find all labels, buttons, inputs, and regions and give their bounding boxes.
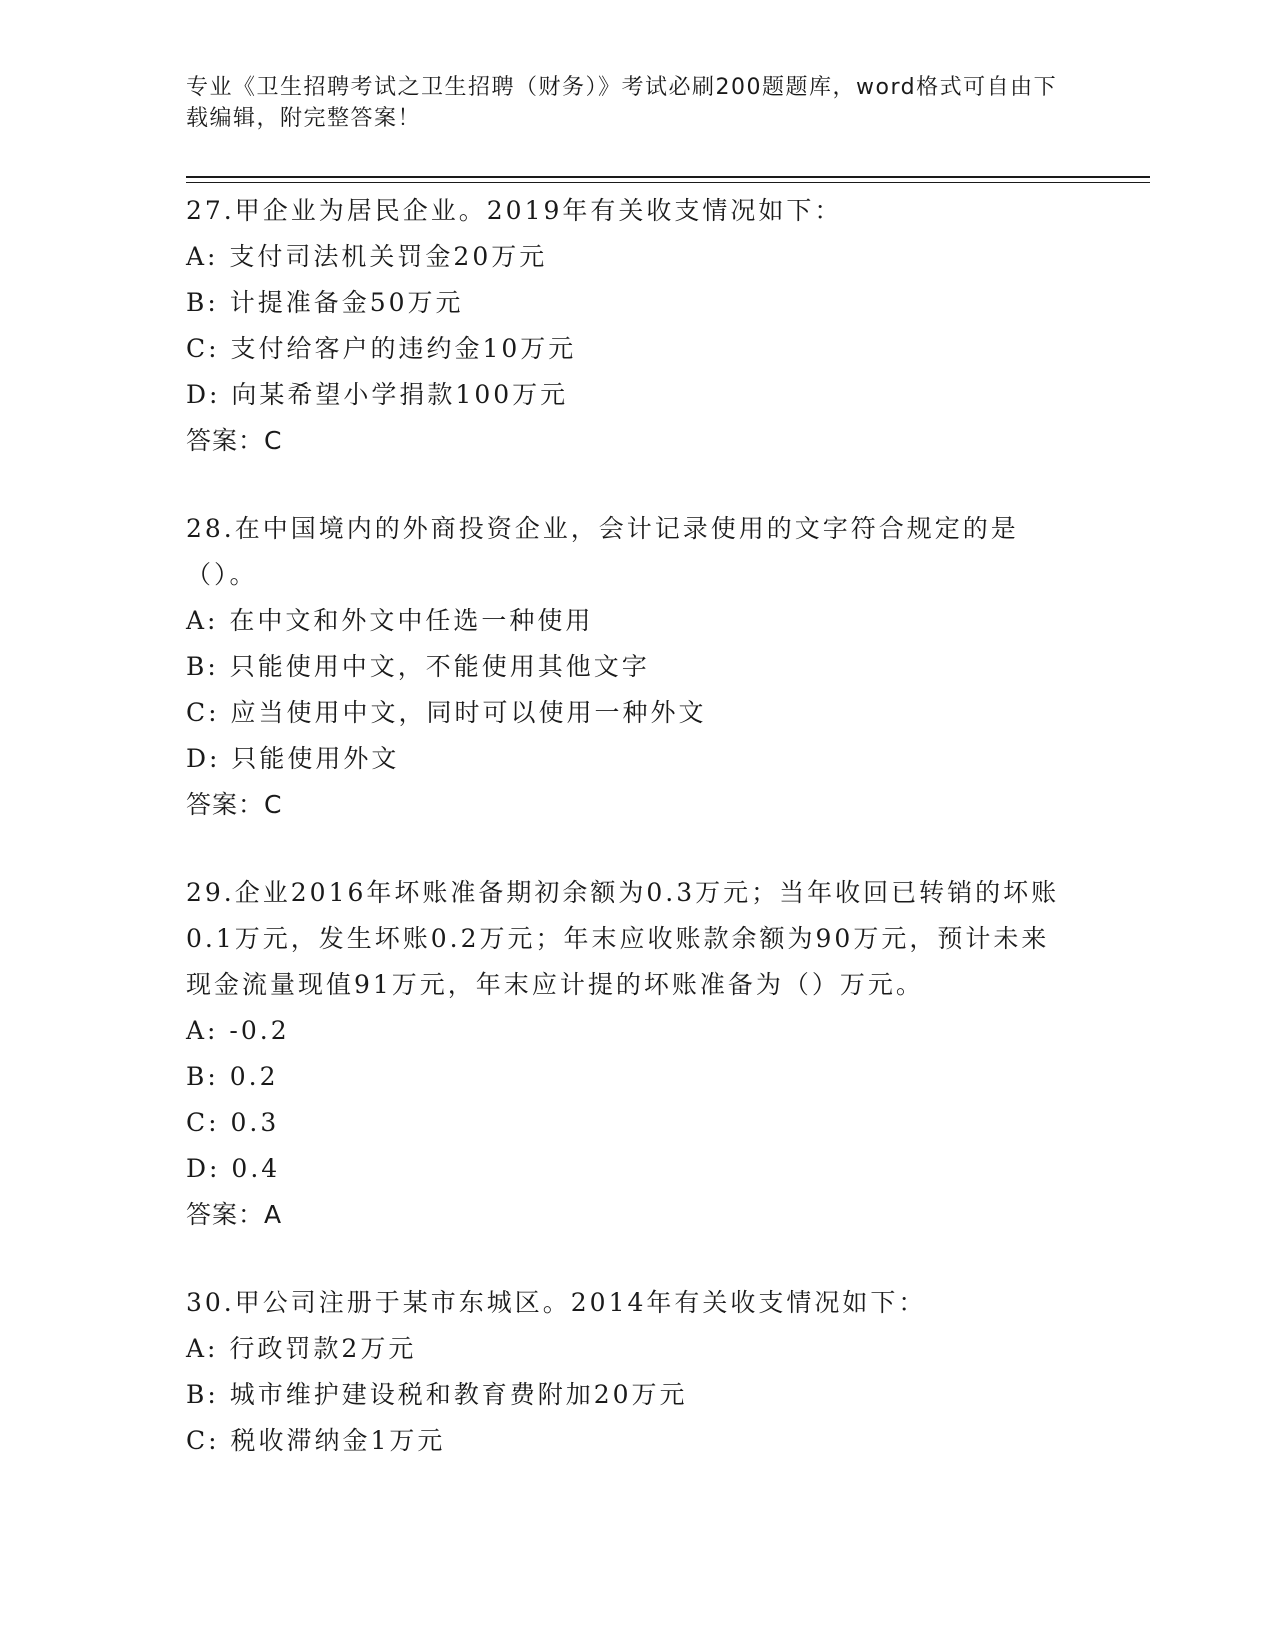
header-divider-thick [186, 176, 1150, 178]
question-stem: 27.甲企业为居民企业。2019年有关收支情况如下： [186, 196, 843, 225]
answer-line: 答案：C [186, 790, 283, 819]
option-b: B: 0.2 [186, 1062, 279, 1091]
option-a: A: 支付司法机关罚金20万元 [186, 242, 548, 271]
option-c: C: 0.3 [186, 1108, 280, 1137]
question-list [186, 188, 1076, 1464]
question-stem: 30.甲公司注册于某市东城区。2014年有关收支情况如下： [186, 1288, 927, 1317]
option-d: D: 0.4 [186, 1154, 281, 1183]
answer-line: 答案：A [186, 1200, 283, 1229]
option-b: B: 城市维护建设税和教育费附加20万元 [186, 1380, 688, 1409]
question-28 [186, 506, 1076, 828]
answer-line: 答案：C [186, 426, 283, 455]
question-27 [186, 188, 1076, 464]
question-stem: 28.在中国境内的外商投资企业，会计记录使用的文字符合规定的是（）。 [186, 514, 1019, 589]
option-d: D: 向某希望小学捐款100万元 [186, 380, 569, 409]
option-d: D: 只能使用外文 [186, 744, 400, 773]
option-c: C: 应当使用中文，同时可以使用一种外文 [186, 698, 707, 727]
option-c: C: 支付给客户的违约金10万元 [186, 334, 577, 363]
option-c: C: 税收滞纳金1万元 [186, 1426, 446, 1455]
question-stem: 29.企业2016年坏账准备期初余额为0.3万元；当年收回已转销的坏账0.1万元，发生坏账0.2万元；年末应收账款余额为90万元，预计未来现金流量现值91万元，年末应计提的坏账准备为（）万元。 [186, 878, 1060, 999]
question-29 [186, 870, 1076, 1238]
option-b: B: 只能使用中文，不能使用其他文字 [186, 652, 650, 681]
option-b: B: 计提准备金50万元 [186, 288, 464, 317]
option-a: A: -0.2 [186, 1016, 290, 1045]
option-a: A: 行政罚款2万元 [186, 1334, 417, 1363]
question-30 [186, 1280, 1076, 1464]
document-header: 专业《卫生招聘考试之卫生招聘（财务）》考试必刷200题题库，word格式可自由下载编辑，附完整答案！ [186, 75, 1058, 131]
header-divider-thin [186, 182, 1150, 183]
option-a: A: 在中文和外文中任选一种使用 [186, 606, 594, 635]
